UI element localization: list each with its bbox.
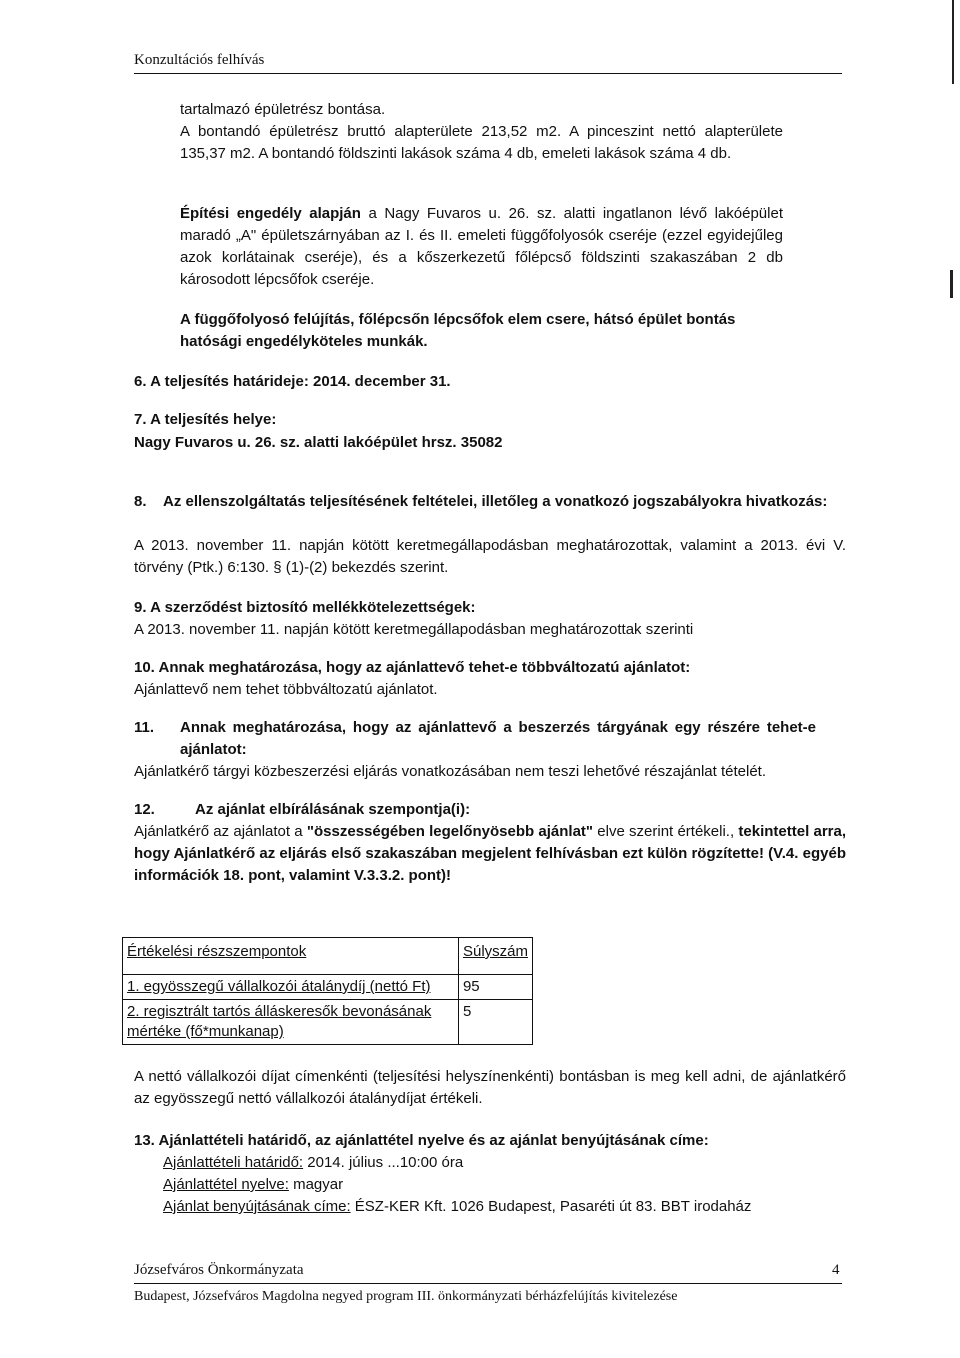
table-cell-criterion: 1. egyösszegű vállalkozói átalánydíj (nettó Ft) bbox=[123, 975, 459, 1000]
intro-paragraph: A bontandó épületrész bruttó alapterülete 213,52 m2. A pinceszint nettó alapterülete 135,37 m2. A bontandó földszinti lakások száma 4 db, emeleti lakások száma 4 db. bbox=[180, 123, 783, 162]
section-12-text-a: Ajánlatkérő az ajánlatot a bbox=[134, 823, 307, 840]
table-header-criteria: Értékelési részszempontok bbox=[123, 938, 459, 975]
table-row bbox=[123, 1000, 533, 1045]
section-12-num: 12. bbox=[134, 801, 155, 818]
permit-bold-lead: Építési engedély alapján bbox=[180, 205, 361, 222]
scan-edge-mark bbox=[950, 270, 953, 298]
section-9 bbox=[134, 597, 476, 619]
table-row bbox=[123, 975, 533, 1000]
section-12-text-c: elve szerint értékeli., bbox=[593, 823, 735, 840]
section-9-text: A 2013. november 11. napján kötött keretmegállapodásban meghatározottak szerinti bbox=[134, 621, 694, 638]
permit-text: a Nagy Fuvaros u. 26. sz. alatti ingatlanon lévő lakóépület maradó „A" épületszárnyában az I. és II. emeleti függőfolyosók cseréje (ezzel egyidejűleg azok korlátainak cseréje), és a kőszerkezetű főlépcső földszinti szakaszában 2 db károsodott lépcsőfok cseréje. bbox=[180, 205, 783, 288]
table-header-row bbox=[123, 938, 533, 975]
header-divider bbox=[134, 73, 842, 74]
section-13-title: Ajánlattételi határidő, az ajánlattétel nyelve és az ajánlat benyújtásának címe: bbox=[158, 1132, 709, 1149]
section-7-title: A teljesítés helye: bbox=[150, 411, 277, 428]
section-9-title: A szerződést biztosító mellékkötelezettségek: bbox=[150, 599, 476, 616]
section-12-text-b: "összességében legelőnyösebb ajánlat" bbox=[306, 823, 594, 840]
page-number: 4 bbox=[832, 1262, 840, 1278]
deadline-value: 2014. július ...10:00 óra bbox=[303, 1154, 464, 1171]
language-label: Ajánlattétel nyelve: bbox=[163, 1176, 289, 1193]
section-9-num: 9. bbox=[134, 599, 147, 616]
address-label: Ajánlat benyújtásának címe: bbox=[163, 1198, 351, 1215]
section-11-text: Ajánlatkérő tárgyi közbeszerzési eljárás vonatkozásában nem teszi lehetővé részajánlat tételét. bbox=[134, 763, 767, 780]
language-value: magyar bbox=[288, 1176, 344, 1193]
section-12-bold-rest: tekintettel arra, hogy Ajánlatkérő az eljárás első szakaszában megjelent felhívásban ezt külön rögzítette! (V.4. egyéb információk 18. pont, valamint V.3.3.2. pont)! bbox=[134, 823, 847, 884]
permit-works: A függőfolyosó felújítás, főlépcsőn lépcsőfok elem csere, hátsó épület bontás hatósági engedélyköteles munkák. bbox=[180, 311, 736, 350]
scan-edge-mark bbox=[952, 0, 954, 84]
section-7-value: Nagy Fuvaros u. 26. sz. alatti lakóépület hrsz. 35082 bbox=[134, 434, 503, 451]
section-10-num: 10. bbox=[134, 659, 155, 676]
section-12-text bbox=[134, 821, 846, 887]
section-6 bbox=[134, 371, 451, 393]
section-6-num: 6. bbox=[134, 373, 147, 390]
language-line bbox=[163, 1174, 343, 1196]
section-8-text: A 2013. november 11. napján kötött keretmegállapodásban meghatározottak, valamint a 2013. évi V. törvény (Ptk.) 6:130. § (1)-(2) bekezdés szerint. bbox=[134, 537, 846, 576]
section-10-title: Annak meghatározása, hogy az ajánlattevő tehet-e többváltozatú ajánlatot: bbox=[158, 659, 691, 676]
footer-org: Józsefváros Önkormányzata bbox=[134, 1262, 304, 1278]
section-13-num: 13. bbox=[134, 1132, 155, 1149]
table-cell-weight: 95 bbox=[458, 975, 532, 1000]
section-6-text: A teljesítés határideje: 2014. december 31. bbox=[150, 373, 451, 390]
table-header-weight: Súlyszám bbox=[458, 938, 532, 975]
section-10 bbox=[134, 657, 690, 679]
address-value: ÉSZ-KER Kft. 1026 Budapest, Pasaréti út 83. BBT irodaház bbox=[350, 1198, 752, 1215]
address-line bbox=[163, 1196, 751, 1218]
section-10-text: Ajánlattevő nem tehet többváltozatú ajánlatot. bbox=[134, 681, 438, 698]
section-12-title: Az ajánlat elbírálásának szempontja(i): bbox=[195, 801, 471, 818]
section-11-num: 11. bbox=[134, 719, 155, 736]
section-11-title: Annak meghatározása, hogy az ajánlattevő a beszerzés tárgyának egy részére tehet-e ajánlatot: bbox=[180, 719, 816, 758]
table-cell-criterion: 2. regisztrált tartós álláskeresők bevonásának mértéke (fő*munkanap) bbox=[123, 1000, 459, 1045]
table-cell-weight: 5 bbox=[458, 1000, 532, 1045]
footer-project: Budapest, Józsefváros Magdolna negyed program III. önkormányzati bérházfelújítás kivitelezése bbox=[134, 1289, 678, 1304]
footer-divider bbox=[134, 1283, 842, 1284]
section-8-title: Az ellenszolgáltatás teljesítésének feltételei, illetőleg a vonatkozó jogszabályokra hivatkozás: bbox=[163, 493, 828, 510]
section-7 bbox=[134, 409, 276, 431]
criteria-table bbox=[122, 937, 533, 1045]
permit-paragraph bbox=[180, 203, 783, 291]
deadline-line bbox=[163, 1152, 463, 1174]
intro-line: tartalmazó épületrész bontása. bbox=[180, 101, 386, 118]
section-13 bbox=[134, 1130, 709, 1152]
price-note: A nettó vállalkozói díjat címenkénti (teljesítési helyszínenkénti) bontásban is meg kell adni, de ajánlatkérő az egyösszegű nettó vállalkozói átalánydíjat értékeli. bbox=[134, 1068, 846, 1107]
deadline-label: Ajánlattételi határidő: bbox=[163, 1154, 304, 1171]
section-7-num: 7. bbox=[134, 411, 147, 428]
page-header-title: Konzultációs felhívás bbox=[134, 52, 265, 68]
section-8-num: 8. bbox=[134, 493, 147, 510]
